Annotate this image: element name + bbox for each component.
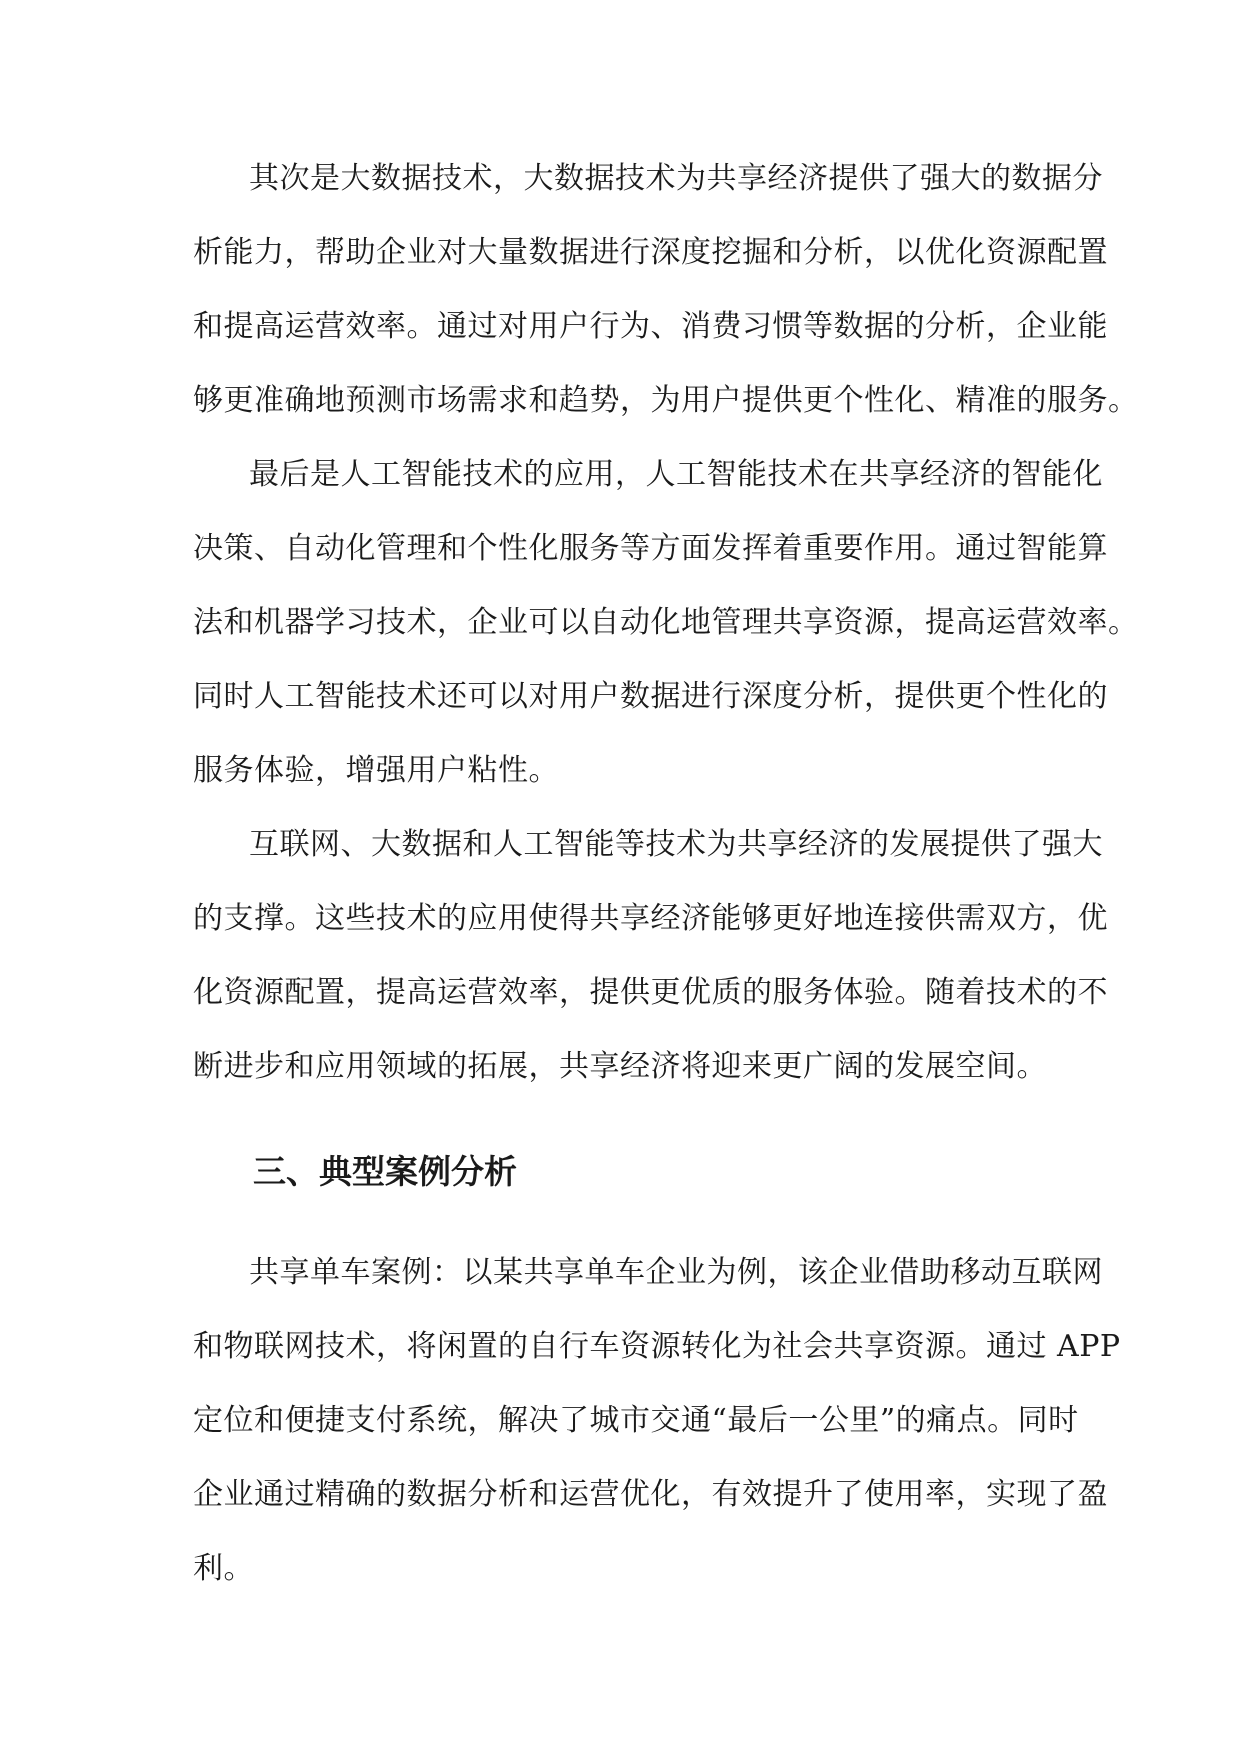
paragraph-line: 同时人工智能技术还可以对用户数据进行深度分析，提供更个性化的 (193, 679, 1108, 714)
paragraph-line: 企业通过精确的数据分析和运营优化，有效提升了使用率，实现了盈 (193, 1477, 1108, 1512)
paragraph-line: 法和机器学习技术，企业可以自动化地管理共享资源，提高运营效率。 (193, 605, 1139, 640)
paragraph-line: 定位和便捷支付系统，解决了城市交通“最后一公里”的痛点。同时 (193, 1403, 1079, 1438)
paragraph-line: 和物联网技术，将闲置的自行车资源转化为社会共享资源。通过 APP (193, 1329, 1121, 1364)
paragraph-line: 断进步和应用领域的拓展，共享经济将迎来更广阔的发展空间。 (193, 1049, 1047, 1084)
paragraph-line: 共享单车案例：以某共享单车企业为例，该企业借助移动互联网 (249, 1255, 1103, 1290)
paragraph-line: 最后是人工智能技术的应用，人工智能技术在共享经济的智能化 (249, 457, 1103, 492)
paragraph-line: 服务体验，增强用户粘性。 (193, 753, 559, 788)
paragraph-line: 和提高运营效率。通过对用户行为、消费习惯等数据的分析，企业能 (193, 309, 1108, 344)
paragraph-line: 互联网、大数据和人工智能等技术为共享经济的发展提供了强大 (249, 827, 1103, 862)
paragraph-line: 够更准确地预测市场需求和趋势，为用户提供更个性化、精准的服务。 (193, 383, 1139, 418)
section-heading: 三、典型案例分析 (253, 1152, 517, 1191)
paragraph-line: 决策、自动化管理和个性化服务等方面发挥着重要作用。通过智能算 (193, 531, 1108, 566)
paragraph-line: 化资源配置，提高运营效率，提供更优质的服务体验。随着技术的不 (193, 975, 1108, 1010)
paragraph-line: 析能力，帮助企业对大量数据进行深度挖掘和分析，以优化资源配置 (193, 235, 1108, 270)
paragraph-line: 利。 (193, 1551, 254, 1586)
paragraph-line: 的支撑。这些技术的应用使得共享经济能够更好地连接供需双方，优 (193, 901, 1108, 936)
paragraph-line: 其次是大数据技术，大数据技术为共享经济提供了强大的数据分 (249, 161, 1103, 196)
